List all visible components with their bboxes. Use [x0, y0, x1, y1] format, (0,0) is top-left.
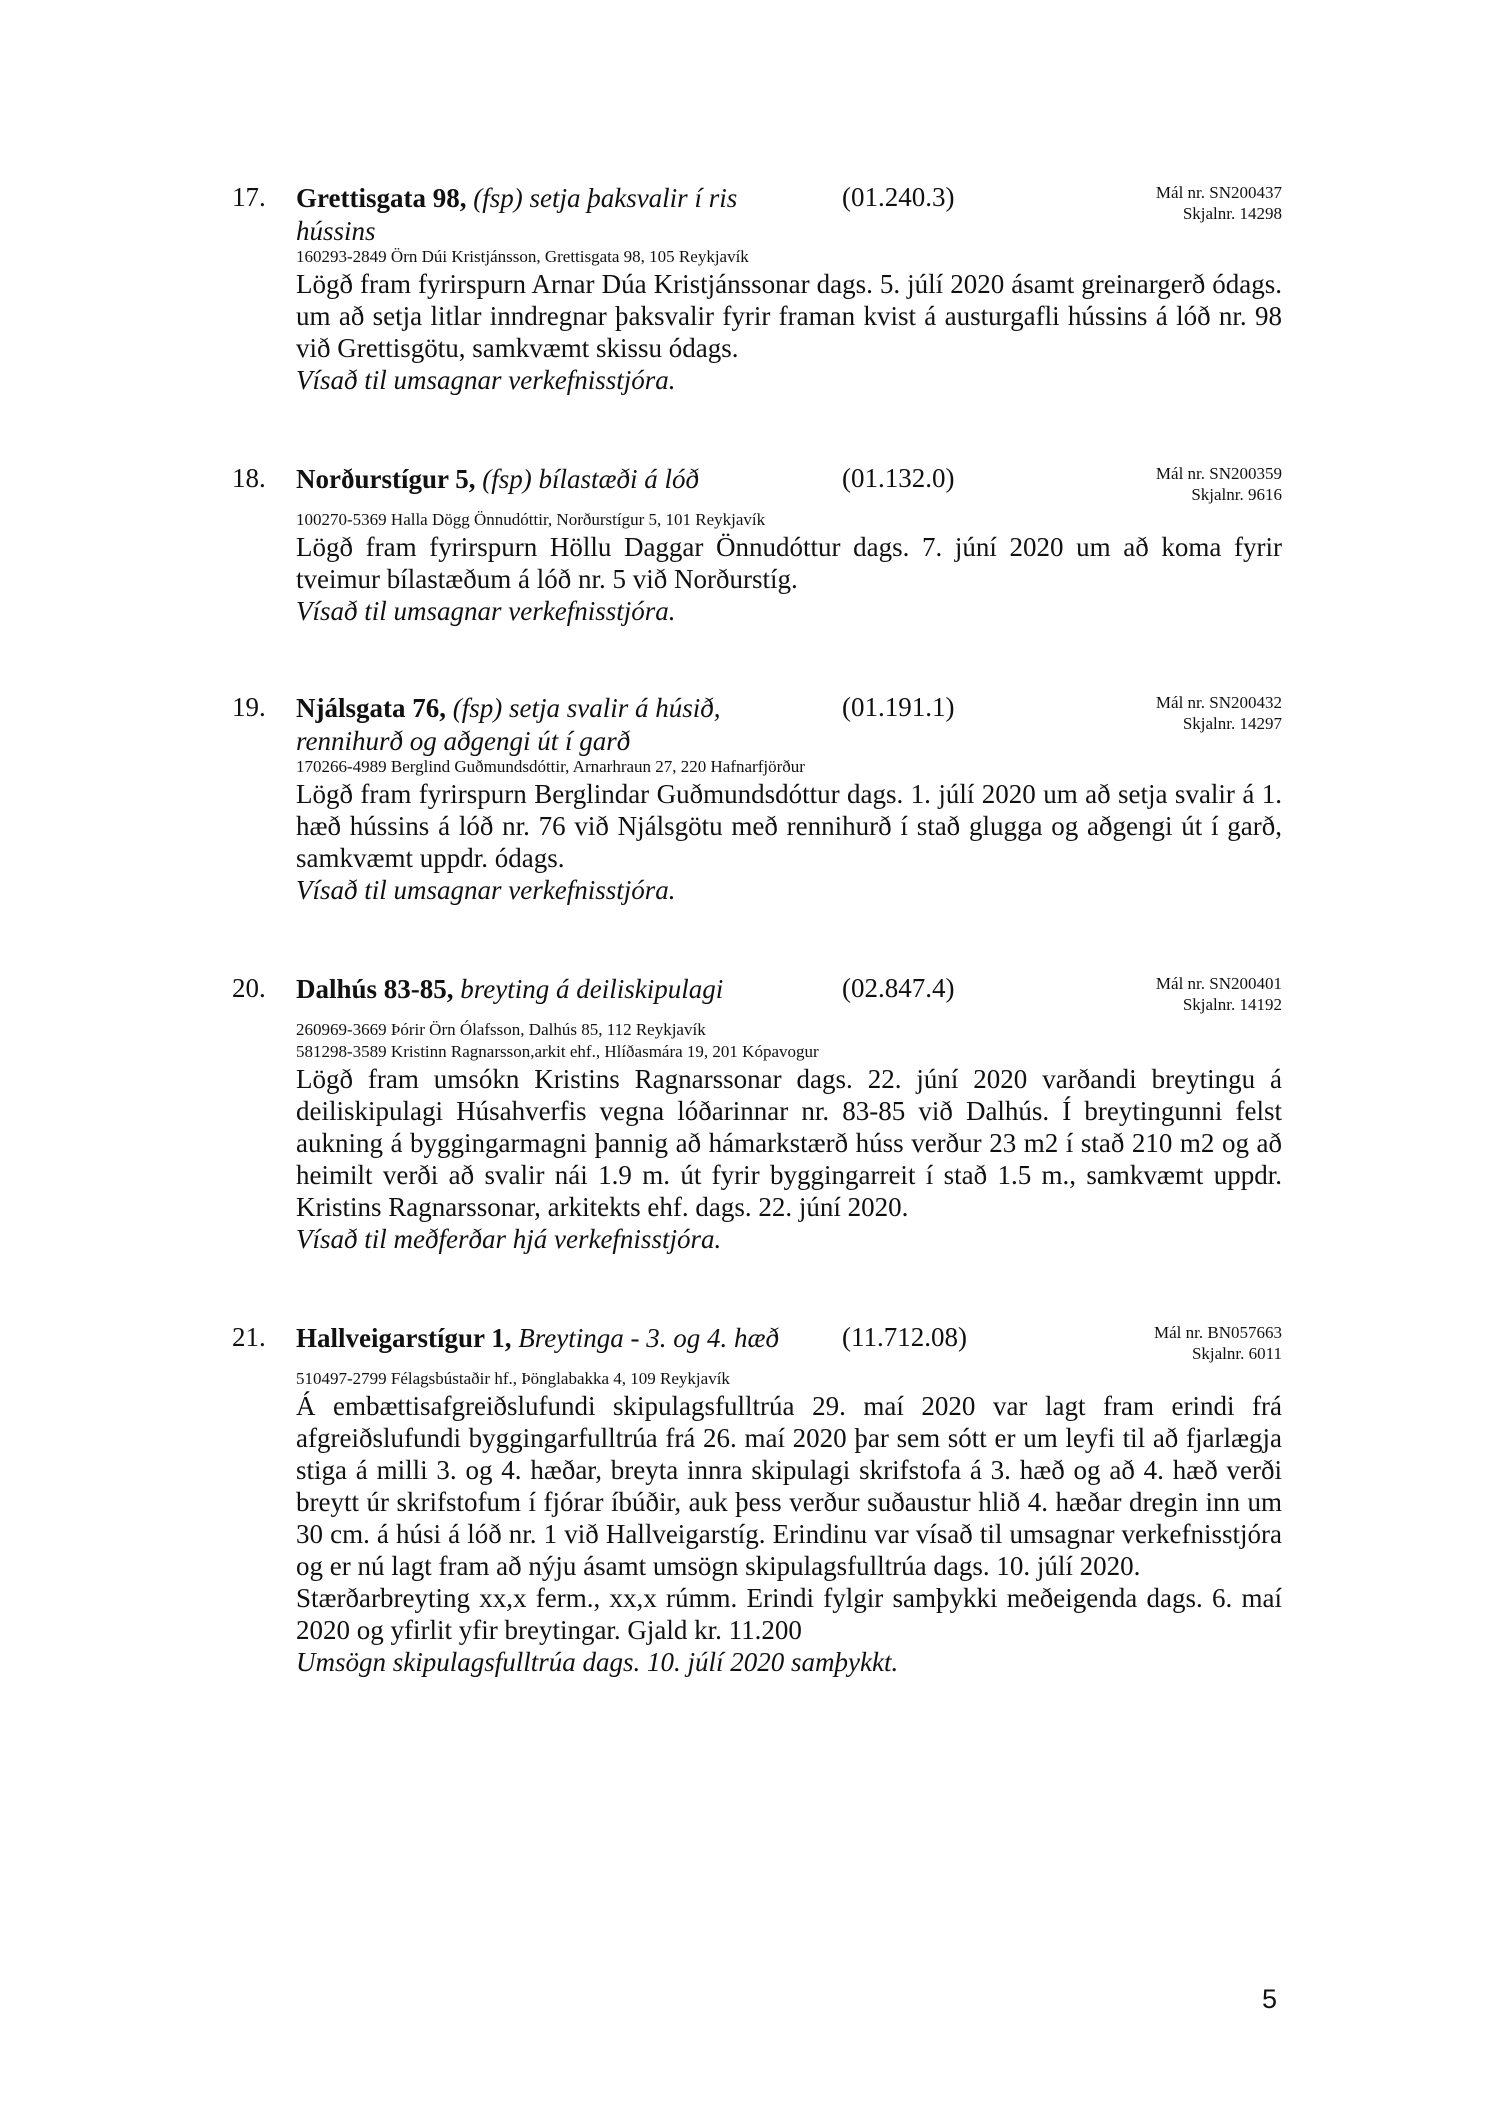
entry-title	[296, 182, 796, 248]
entry-ref	[1154, 1322, 1282, 1364]
document-number: Skjalnr. 14298	[1182, 204, 1282, 223]
entry-decision: Vísað til meðferðar hjá verkefnisstjóra.	[296, 1224, 722, 1254]
document-number: Skjalnr. 14192	[1182, 995, 1282, 1014]
entry-title	[296, 463, 796, 496]
entry-address: Norðurstígur 5,	[296, 464, 476, 494]
entry-number: 21.	[232, 1322, 266, 1352]
entry-decision: Vísað til umsagnar verkefnisstjóra.	[296, 365, 676, 395]
document-number: Skjalnr. 14297	[1182, 714, 1282, 733]
entry-title	[296, 1322, 796, 1355]
entry-paragraph: Lögð fram fyrirspurn Arnar Dúa Kristjánssonar dags. 5. júlí 2020 ásamt greinargerð ódags. um að setja litlar inndregnar þaksvalir fyrir framan kvist á austurgafli hússins á lóð nr. 98 við Grettisgötu, samkvæmt skissu ódags.	[296, 269, 1282, 363]
entry-paragraph: Lögð fram fyrirspurn Berglindar Guðmundsdóttur dags. 1. júlí 2020 um að setja svalir á 1. hæð hússins á lóð nr. 76 við Njálsgötu með rennihurð í stað glugga og aðgengi út í garð, samkvæmt uppdr. ódags.	[296, 779, 1282, 873]
entry-number: 17.	[232, 182, 266, 212]
entry-paragraph: Stærðarbreyting xx,x ferm., xx,x rúmm. Erindi fylgir samþykki meðeigenda dags. 6. maí 2020 og yfirlit yfir breytingar. Gjald kr. 11.200	[296, 1583, 1282, 1645]
applicant: 581298-3589 Kristinn Ragnarsson,arkit ehf., Hlíðasmára 19, 201 Kópavogur	[296, 1042, 819, 1061]
entry-paragraph: Lögð fram fyrirspurn Höllu Daggar Önnudóttur dags. 7. júní 2020 um að koma fyrir tveimur bílastæðum á lóð nr. 5 við Norðurstíg.	[296, 532, 1282, 594]
case-number: Mál nr. SN200401	[1155, 974, 1282, 993]
entry-title	[296, 973, 796, 1006]
entry-body	[296, 756, 1282, 906]
entry-number: 19.	[232, 692, 266, 722]
entry-body	[296, 1019, 1282, 1255]
applicant: 170266-4989 Berglind Guðmundsdóttir, Arnarhraun 27, 220 Hafnarfjörður	[296, 757, 805, 776]
page-number: 5	[1262, 1984, 1278, 2014]
entry-subject: (fsp) bílastæði á lóð	[482, 464, 700, 494]
document-number: Skjalnr. 6011	[1191, 1344, 1282, 1363]
entry-code: (01.132.0)	[842, 463, 955, 493]
entry-body	[296, 1368, 1282, 1678]
applicant: 510497-2799 Félagsbústaðir hf., Þönglabakka 4, 109 Reykjavík	[296, 1369, 730, 1388]
entry-address: Hallveigarstígur 1,	[296, 1323, 512, 1353]
case-number: Mál nr. SN200359	[1155, 464, 1282, 483]
case-number: Mál nr. SN200432	[1155, 693, 1282, 712]
entry-ref	[1156, 692, 1282, 734]
entry-subject: breyting á deiliskipulagi	[460, 974, 724, 1004]
entry-code: (01.240.3)	[842, 182, 955, 212]
entry-decision: Umsögn skipulagsfulltrúa dags. 10. júlí 2020 samþykkt.	[296, 1647, 899, 1677]
entry-decision: Vísað til umsagnar verkefnisstjóra.	[296, 596, 676, 626]
case-number: Mál nr. SN200437	[1155, 183, 1282, 202]
entry-subject: (fsp) setja þaksvalir í ris hússins	[296, 183, 738, 246]
entry-title	[296, 692, 796, 758]
entry-body	[296, 246, 1282, 396]
entry-ref	[1156, 973, 1282, 1015]
entry-body	[296, 509, 1282, 627]
entry-address: Dalhús 83-85,	[296, 974, 454, 1004]
case-number: Mál nr. BN057663	[1154, 1323, 1282, 1342]
applicant: 100270-5369 Halla Dögg Önnudóttir, Norðurstígur 5, 101 Reykjavík	[296, 510, 766, 529]
entry-number: 20.	[232, 973, 266, 1003]
entry-code: (02.847.4)	[842, 973, 955, 1003]
document-number: Skjalnr. 9616	[1191, 485, 1282, 504]
entry-address: Grettisgata 98,	[296, 183, 467, 213]
entry-paragraph: Á embættisafgreiðslufundi skipulagsfulltrúa 29. maí 2020 var lagt fram erindi frá afgreiðslufundi byggingarfulltrúa frá 26. maí 2020 þar sem sótt er um leyfi til að fjarlægja stiga á milli 3. og 4. hæðar, breyta innra skipulagi skrifstofa á 3. hæð og að 4. hæð verði breytt úr skrifstofum í fjórar íbúðir, auk þess verður suðaustur hlið 4. hæðar dregin inn um 30 cm. á húsi á lóð nr. 1 við Hallveigarstíg. Erindinu var vísað til umsagnar verkefnisstjóra og er nú lagt fram að nýju ásamt umsögn skipulagsfulltrúa dags. 10. júlí 2020.	[296, 1391, 1282, 1581]
entry-ref	[1156, 463, 1282, 505]
entry-paragraph: Lögð fram umsókn Kristins Ragnarssonar dags. 22. júní 2020 varðandi breytingu á deiliskipulagi Húsahverfis vegna lóðarinnar nr. 83-85 við Dalhús. Í breytingunni felst aukning á byggingarmagni þannig að hámarkstærð húss verður 23 m2 í stað 210 m2 og að heimilt verði að svalir nái 1.9 m. út fyrir byggingarreit í stað 1.5 m., samkvæmt uppdr. Kristins Ragnarssonar, arkitekts ehf. dags. 22. júní 2020.	[296, 1064, 1282, 1222]
entry-code: (11.712.08)	[842, 1322, 967, 1352]
entry-ref	[1156, 182, 1282, 224]
entry-subject: Breytinga - 3. og 4. hæð	[518, 1323, 779, 1353]
entry-number: 18.	[232, 463, 266, 493]
applicant: 160293-2849 Örn Dúi Kristjánsson, Grettisgata 98, 105 Reykjavík	[296, 247, 749, 266]
entry-address: Njálsgata 76,	[296, 693, 446, 723]
entry-code: (01.191.1)	[842, 692, 955, 722]
entry-subject: (fsp) setja svalir á húsið, rennihurð og aðgengi út í garð	[296, 693, 721, 756]
entry-decision: Vísað til umsagnar verkefnisstjóra.	[296, 875, 676, 905]
applicant: 260969-3669 Þórir Örn Ólafsson, Dalhús 85, 112 Reykjavík	[296, 1020, 706, 1039]
